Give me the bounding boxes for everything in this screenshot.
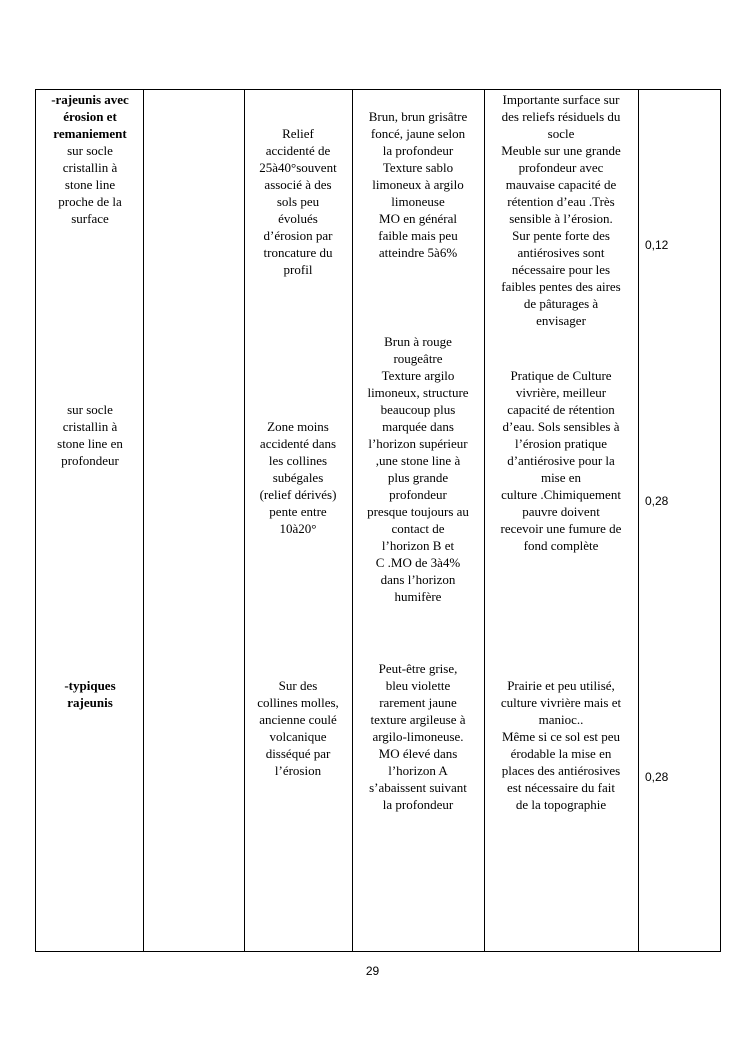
row1-characteristics: Brun, brun grisâtre foncé, jaune selon la profondeur Texture sablo limoneux à argilo limoneuse MO en général faible mais peu atteindre 5à6%: [368, 109, 468, 260]
soil-table: [35, 89, 721, 952]
row3-relief: Sur des collines molles, ancienne coulé volcanique disséqué par l’érosion: [257, 678, 339, 778]
column-divider: [638, 90, 639, 951]
row2-usage: Pratique de Culture vivrière, meilleur capacité de rétention d’eau. Sols sensibles à l’érosion pratique d’antiérosive pour la mise en culture .Chimiquement pauvre doivent recevoir une fumure de fond complète: [500, 368, 622, 553]
column-divider: [484, 90, 485, 951]
row3-characteristics: Peut-être grise, bleu violette rarement jaune texture argileuse à argilo-limoneuse. MO élevé dans l’horizon A s’abaissent suivant la profondeur: [369, 661, 467, 812]
column-divider: [244, 90, 245, 951]
row2-soil-type-text: sur socle cristallin à stone line en profondeur: [57, 402, 123, 468]
column-divider: [352, 90, 353, 951]
row3-usage: Prairie et peu utilisé, culture vivrière mais et manioc.. Même si ce sol est peu érodable la mise en places des antiérosives est nécessaire du fait de la topographie: [500, 678, 622, 812]
row1-value: 0,12: [645, 238, 669, 252]
row3-value: 0,28: [645, 770, 669, 784]
row2-characteristics: Brun à rouge rougeâtre Texture argilo limoneux, structure beaucoup plus marquée dans l’horizon supérieur ,une stone line à plus grande profondeur presque toujours au contact de l’horizon B et C .MO de 3à4% dans l’horizon humifère: [367, 334, 469, 604]
row1-soil-type-text: sur socle cristallin à stone line proche de la surface: [58, 143, 122, 226]
page-number: 29: [365, 964, 380, 978]
row1-soil-type-bold: -rajeunis avec érosion et remaniement: [51, 92, 129, 141]
row1-usage: Importante surface sur des reliefs résiduels du socle Meuble sur une grande profondeur avec mauvaise capacité de rétention d’eau .Très sensible à l’érosion. Sur pente forte des antiérosives sont nécessaire pour les faibles pentes des aires de pâturages à envisager: [501, 92, 621, 328]
row1-relief: Relief accidenté de 25à40°souvent associé à des sols peu évolués d’érosion par troncature du profil: [259, 126, 337, 277]
row3-soil-type-bold: -typiques rajeunis: [64, 678, 116, 710]
row2-value: 0,28: [645, 494, 669, 508]
column-divider: [143, 90, 144, 951]
row2-relief: Zone moins accidenté dans les collines subégales (relief dérivés) pente entre 10à20°: [259, 419, 337, 536]
